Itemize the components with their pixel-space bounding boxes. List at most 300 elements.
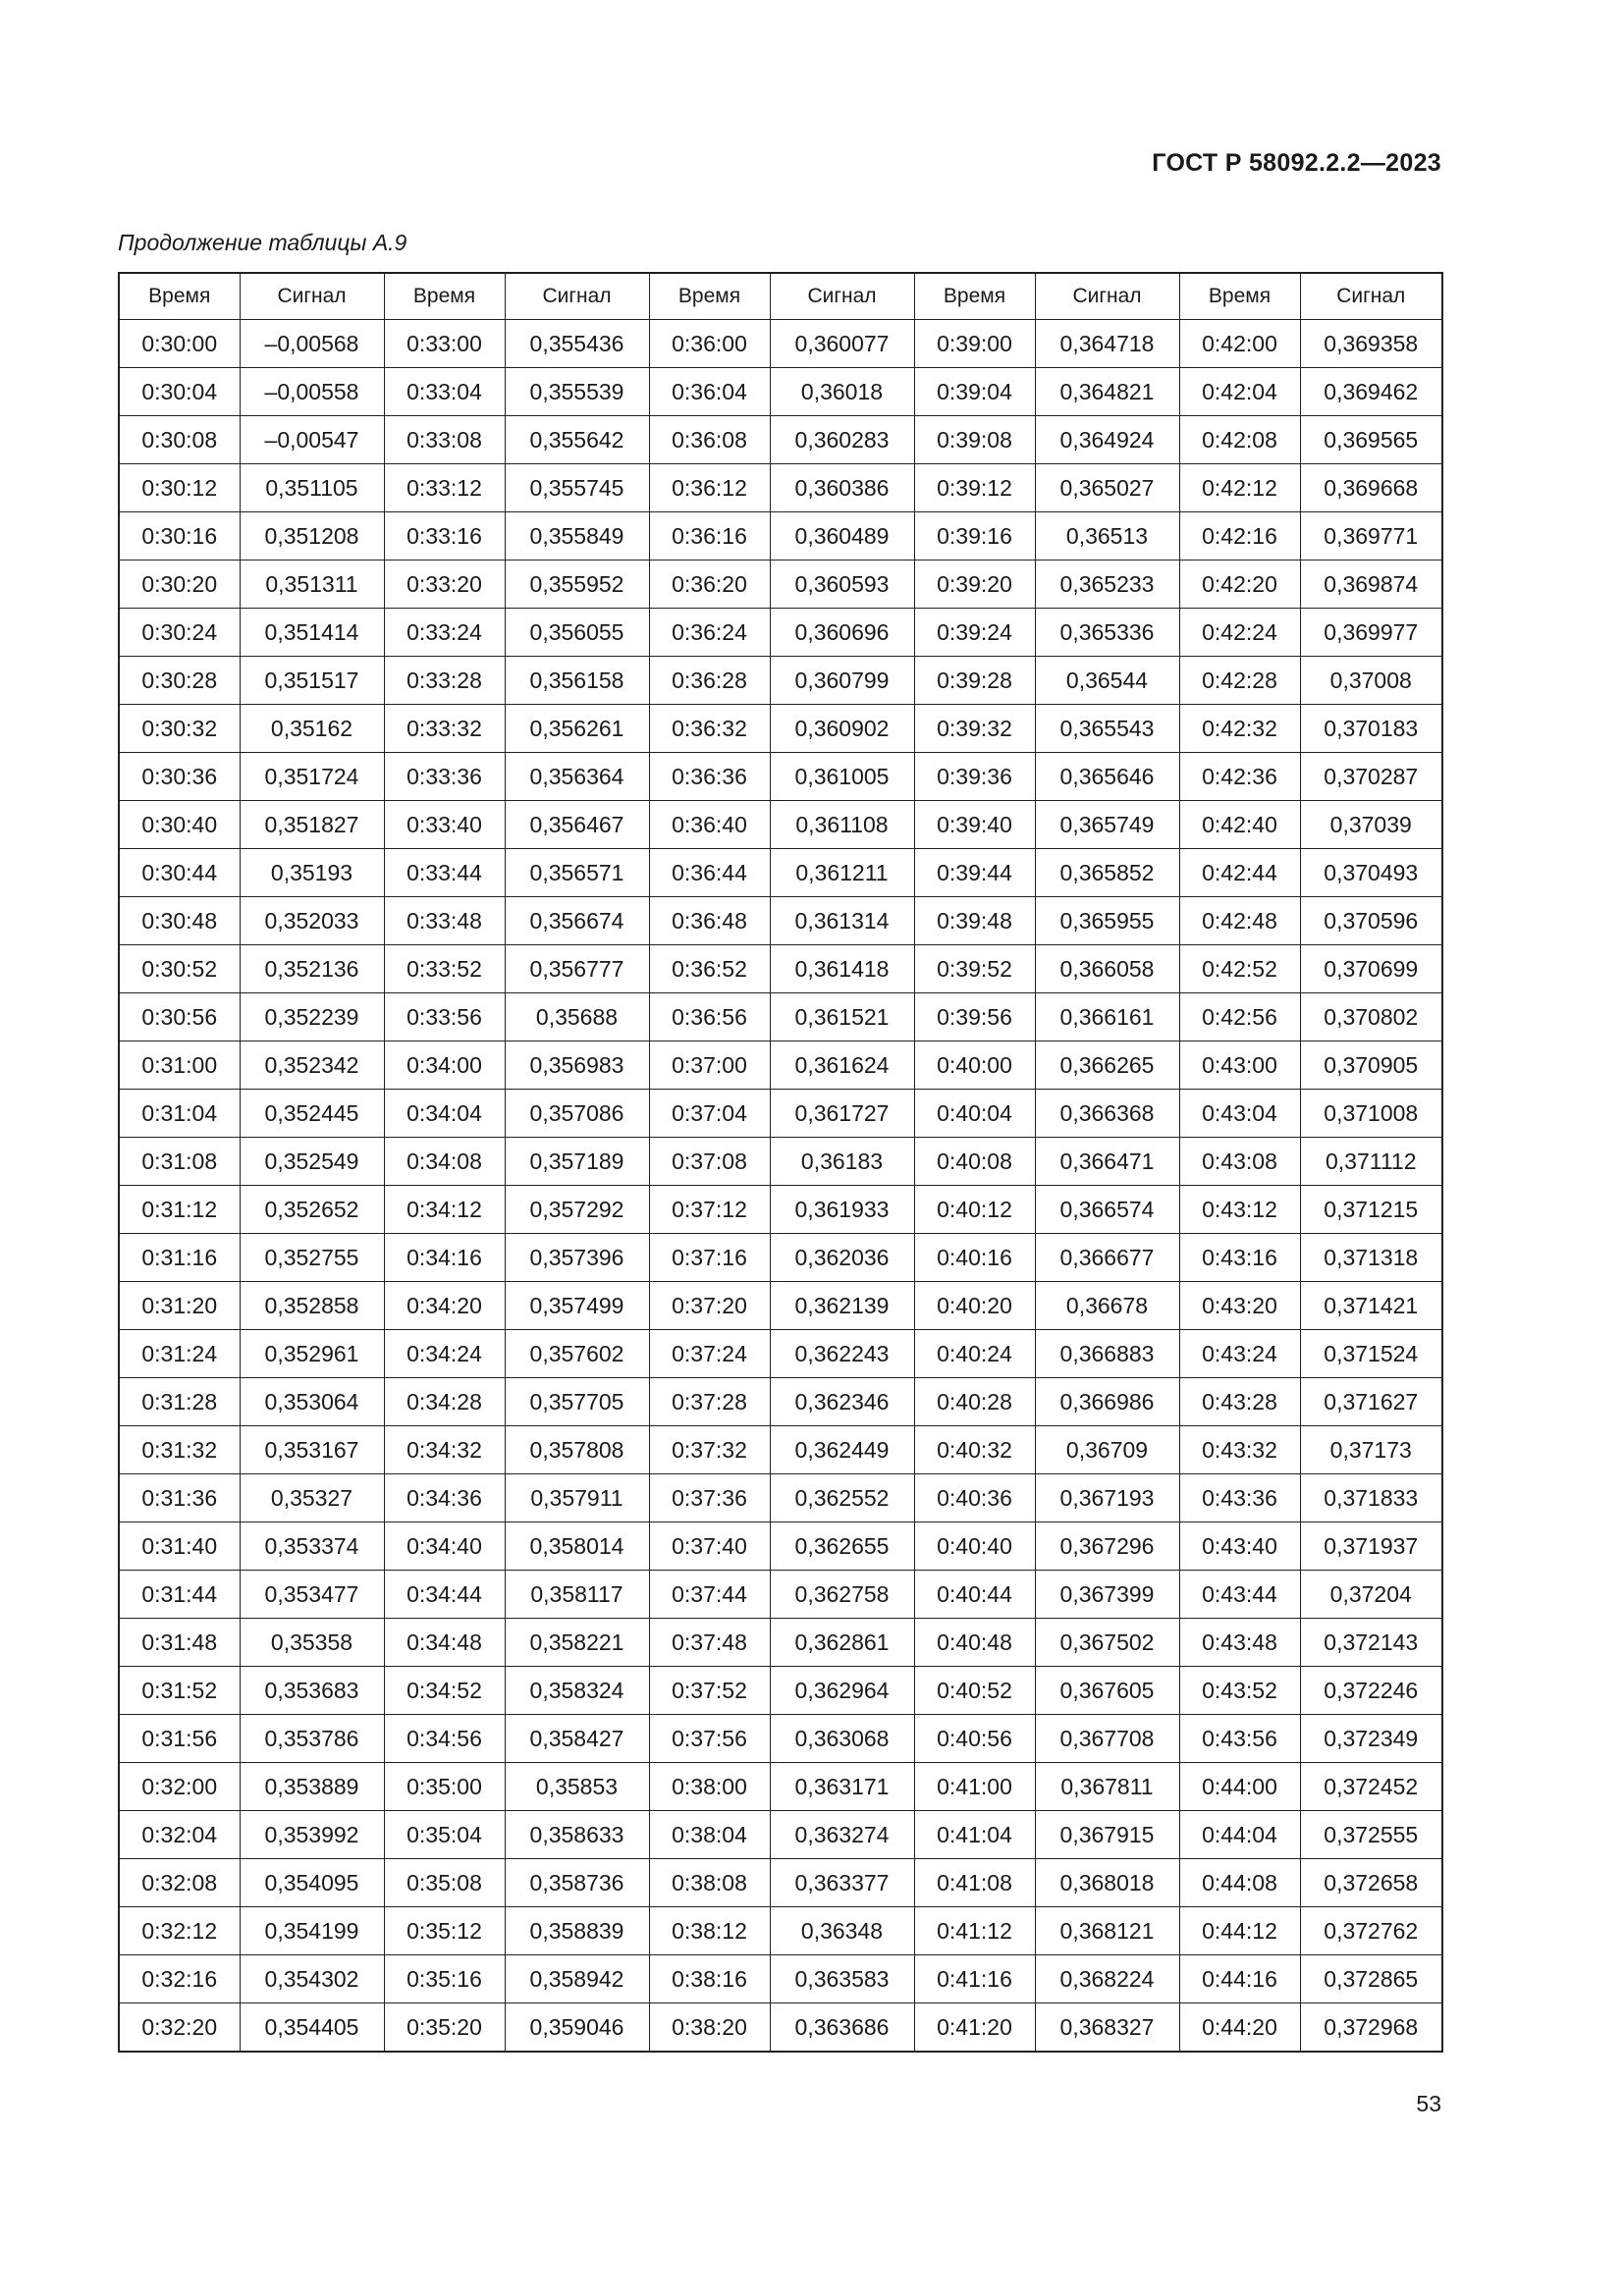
- time-cell: 0:32:16: [119, 1955, 240, 2003]
- signal-cell: 0,358736: [505, 1859, 649, 1907]
- signal-cell: 0,361211: [770, 849, 914, 897]
- signal-cell: 0,36709: [1035, 1426, 1179, 1474]
- time-cell: 0:42:36: [1179, 753, 1300, 801]
- signal-cell: 0,356467: [505, 801, 649, 849]
- signal-cell: 0,360799: [770, 657, 914, 705]
- signal-cell: 0,358942: [505, 1955, 649, 2003]
- signal-cell: 0,369358: [1300, 320, 1442, 368]
- signal-cell: 0,360283: [770, 416, 914, 464]
- time-cell: 0:43:20: [1179, 1282, 1300, 1330]
- signal-cell: 0,354095: [240, 1859, 384, 1907]
- signal-cell: 0,372349: [1300, 1715, 1442, 1763]
- time-cell: 0:34:16: [384, 1234, 505, 1282]
- time-cell: 0:33:24: [384, 609, 505, 657]
- signal-cell: 0,354405: [240, 2003, 384, 2053]
- time-cell: 0:39:52: [914, 945, 1035, 993]
- time-cell: 0:37:36: [649, 1474, 770, 1522]
- signal-cell: 0,367296: [1035, 1522, 1179, 1571]
- time-cell: 0:40:48: [914, 1619, 1035, 1667]
- time-cell: 0:30:56: [119, 993, 240, 1041]
- time-cell: 0:33:16: [384, 512, 505, 561]
- time-cell: 0:30:52: [119, 945, 240, 993]
- time-cell: 0:33:28: [384, 657, 505, 705]
- signal-cell: –0,00547: [240, 416, 384, 464]
- signal-cell: 0,367605: [1035, 1667, 1179, 1715]
- time-cell: 0:40:28: [914, 1378, 1035, 1426]
- time-cell: 0:37:44: [649, 1571, 770, 1619]
- signal-cell: 0,356055: [505, 609, 649, 657]
- time-cell: 0:37:32: [649, 1426, 770, 1474]
- signal-cell: 0,357602: [505, 1330, 649, 1378]
- signal-cell: 0,360902: [770, 705, 914, 753]
- signal-cell: 0,357292: [505, 1186, 649, 1234]
- signal-cell: 0,35327: [240, 1474, 384, 1522]
- signal-cell: 0,352033: [240, 897, 384, 945]
- table-row: [119, 1859, 1442, 1907]
- signal-cell: 0,355952: [505, 561, 649, 609]
- time-cell: 0:43:32: [1179, 1426, 1300, 1474]
- signal-cell: 0,371524: [1300, 1330, 1442, 1378]
- signal-cell: 0,36183: [770, 1138, 914, 1186]
- time-cell: 0:36:08: [649, 416, 770, 464]
- signal-cell: 0,368121: [1035, 1907, 1179, 1955]
- time-cell: 0:44:00: [1179, 1763, 1300, 1811]
- signal-cell: 0,366265: [1035, 1041, 1179, 1090]
- signal-cell: 0,372143: [1300, 1619, 1442, 1667]
- time-cell: 0:36:44: [649, 849, 770, 897]
- signal-cell: 0,352755: [240, 1234, 384, 1282]
- table-row: [119, 849, 1442, 897]
- time-cell: 0:40:16: [914, 1234, 1035, 1282]
- time-cell: 0:39:12: [914, 464, 1035, 512]
- time-cell: 0:33:52: [384, 945, 505, 993]
- signal-cell: 0,355745: [505, 464, 649, 512]
- table-row: [119, 753, 1442, 801]
- time-cell: 0:39:16: [914, 512, 1035, 561]
- signal-cell: 0,359046: [505, 2003, 649, 2053]
- time-cell: 0:38:16: [649, 1955, 770, 2003]
- time-cell: 0:38:00: [649, 1763, 770, 1811]
- time-cell: 0:37:24: [649, 1330, 770, 1378]
- signal-cell: 0,351105: [240, 464, 384, 512]
- signal-cell: 0,355642: [505, 416, 649, 464]
- signal-cell: 0,356777: [505, 945, 649, 993]
- time-cell: 0:36:20: [649, 561, 770, 609]
- signal-cell: 0,371937: [1300, 1522, 1442, 1571]
- signal-cell: 0,353786: [240, 1715, 384, 1763]
- time-cell: 0:34:48: [384, 1619, 505, 1667]
- time-cell: 0:43:00: [1179, 1041, 1300, 1090]
- time-cell: 0:34:56: [384, 1715, 505, 1763]
- signal-cell: 0,357808: [505, 1426, 649, 1474]
- time-cell: 0:31:28: [119, 1378, 240, 1426]
- signal-cell: 0,370493: [1300, 849, 1442, 897]
- signal-cell: 0,358633: [505, 1811, 649, 1859]
- time-cell: 0:41:20: [914, 2003, 1035, 2053]
- signal-cell: 0,351414: [240, 609, 384, 657]
- table-row: [119, 1522, 1442, 1571]
- time-cell: 0:33:04: [384, 368, 505, 416]
- time-cell: 0:42:28: [1179, 657, 1300, 705]
- signal-cell: 0,371215: [1300, 1186, 1442, 1234]
- time-cell: 0:31:04: [119, 1090, 240, 1138]
- signal-cell: 0,367193: [1035, 1474, 1179, 1522]
- time-cell: 0:39:28: [914, 657, 1035, 705]
- column-header: Время: [1179, 273, 1300, 320]
- signal-cell: 0,363068: [770, 1715, 914, 1763]
- time-cell: 0:42:24: [1179, 609, 1300, 657]
- signal-cell: 0,37008: [1300, 657, 1442, 705]
- time-cell: 0:39:04: [914, 368, 1035, 416]
- time-cell: 0:30:28: [119, 657, 240, 705]
- signal-cell: 0,367708: [1035, 1715, 1179, 1763]
- signal-cell: 0,371421: [1300, 1282, 1442, 1330]
- signal-cell: 0,365233: [1035, 561, 1179, 609]
- time-cell: 0:30:44: [119, 849, 240, 897]
- signal-cell: 0,353477: [240, 1571, 384, 1619]
- time-cell: 0:39:32: [914, 705, 1035, 753]
- time-cell: 0:38:04: [649, 1811, 770, 1859]
- time-cell: 0:35:04: [384, 1811, 505, 1859]
- signal-cell: 0,366161: [1035, 993, 1179, 1041]
- signal-cell: 0,371833: [1300, 1474, 1442, 1522]
- time-cell: 0:36:48: [649, 897, 770, 945]
- signal-cell: 0,370287: [1300, 753, 1442, 801]
- signal-cell: 0,362552: [770, 1474, 914, 1522]
- time-cell: 0:31:16: [119, 1234, 240, 1282]
- time-cell: 0:42:32: [1179, 705, 1300, 753]
- signal-cell: 0,35688: [505, 993, 649, 1041]
- signal-cell: 0,361418: [770, 945, 914, 993]
- time-cell: 0:30:12: [119, 464, 240, 512]
- time-cell: 0:34:00: [384, 1041, 505, 1090]
- signal-cell: 0,370802: [1300, 993, 1442, 1041]
- signal-cell: 0,357499: [505, 1282, 649, 1330]
- signal-cell: 0,365646: [1035, 753, 1179, 801]
- signal-cell: 0,352136: [240, 945, 384, 993]
- signal-cell: 0,357396: [505, 1234, 649, 1282]
- signal-cell: 0,37204: [1300, 1571, 1442, 1619]
- signal-cell: 0,356674: [505, 897, 649, 945]
- time-cell: 0:43:28: [1179, 1378, 1300, 1426]
- signal-cell: 0,367502: [1035, 1619, 1179, 1667]
- time-cell: 0:37:12: [649, 1186, 770, 1234]
- time-cell: 0:34:36: [384, 1474, 505, 1522]
- time-cell: 0:31:52: [119, 1667, 240, 1715]
- signal-cell: 0,365336: [1035, 609, 1179, 657]
- signal-cell: 0,366574: [1035, 1186, 1179, 1234]
- time-cell: 0:37:16: [649, 1234, 770, 1282]
- signal-cell: 0,364924: [1035, 416, 1179, 464]
- signal-cell: 0,363171: [770, 1763, 914, 1811]
- signal-cell: 0,365027: [1035, 464, 1179, 512]
- time-cell: 0:43:24: [1179, 1330, 1300, 1378]
- signal-cell: 0,352239: [240, 993, 384, 1041]
- signal-cell: 0,356571: [505, 849, 649, 897]
- table-row: [119, 1571, 1442, 1619]
- time-cell: 0:43:48: [1179, 1619, 1300, 1667]
- signal-cell: 0,352342: [240, 1041, 384, 1090]
- time-cell: 0:43:12: [1179, 1186, 1300, 1234]
- time-cell: 0:35:20: [384, 2003, 505, 2053]
- column-header: Сигнал: [1300, 273, 1442, 320]
- signal-cell: 0,354302: [240, 1955, 384, 2003]
- column-header: Время: [119, 273, 240, 320]
- signal-cell: 0,36513: [1035, 512, 1179, 561]
- time-cell: 0:36:12: [649, 464, 770, 512]
- signal-cell: 0,36018: [770, 368, 914, 416]
- signal-cell: 0,358117: [505, 1571, 649, 1619]
- time-cell: 0:41:12: [914, 1907, 1035, 1955]
- table-row: [119, 801, 1442, 849]
- time-cell: 0:34:24: [384, 1330, 505, 1378]
- time-cell: 0:42:12: [1179, 464, 1300, 512]
- signal-cell: 0,372658: [1300, 1859, 1442, 1907]
- signal-cell: 0,372452: [1300, 1763, 1442, 1811]
- time-cell: 0:40:44: [914, 1571, 1035, 1619]
- table-row: [119, 368, 1442, 416]
- time-cell: 0:37:48: [649, 1619, 770, 1667]
- table-row: [119, 1330, 1442, 1378]
- time-cell: 0:34:32: [384, 1426, 505, 1474]
- time-cell: 0:35:00: [384, 1763, 505, 1811]
- table-row: [119, 657, 1442, 705]
- time-cell: 0:34:12: [384, 1186, 505, 1234]
- signal-cell: 0,371112: [1300, 1138, 1442, 1186]
- signal-cell: 0,352652: [240, 1186, 384, 1234]
- signal-cell: 0,368327: [1035, 2003, 1179, 2053]
- time-cell: 0:40:12: [914, 1186, 1035, 1234]
- time-cell: 0:40:00: [914, 1041, 1035, 1090]
- data-table: [118, 272, 1443, 2053]
- table-row: [119, 1426, 1442, 1474]
- signal-cell: 0,356983: [505, 1041, 649, 1090]
- signal-cell: 0,361314: [770, 897, 914, 945]
- time-cell: 0:32:20: [119, 2003, 240, 2053]
- time-cell: 0:42:56: [1179, 993, 1300, 1041]
- signal-cell: 0,371627: [1300, 1378, 1442, 1426]
- table-row: [119, 561, 1442, 609]
- time-cell: 0:42:00: [1179, 320, 1300, 368]
- time-cell: 0:42:04: [1179, 368, 1300, 416]
- time-cell: 0:42:40: [1179, 801, 1300, 849]
- signal-cell: 0,361727: [770, 1090, 914, 1138]
- time-cell: 0:41:16: [914, 1955, 1035, 2003]
- table-caption: Продолжение таблицы А.9: [118, 230, 407, 255]
- signal-cell: 0,372762: [1300, 1907, 1442, 1955]
- table-row: [119, 1090, 1442, 1138]
- time-cell: 0:42:44: [1179, 849, 1300, 897]
- signal-cell: 0,356261: [505, 705, 649, 753]
- signal-cell: 0,35193: [240, 849, 384, 897]
- column-header: Время: [914, 273, 1035, 320]
- time-cell: 0:39:56: [914, 993, 1035, 1041]
- signal-cell: 0,369977: [1300, 609, 1442, 657]
- time-cell: 0:39:36: [914, 753, 1035, 801]
- signal-cell: 0,362655: [770, 1522, 914, 1571]
- signal-cell: 0,368018: [1035, 1859, 1179, 1907]
- signal-cell: 0,372246: [1300, 1667, 1442, 1715]
- signal-cell: –0,00568: [240, 320, 384, 368]
- time-cell: 0:34:52: [384, 1667, 505, 1715]
- signal-cell: 0,360077: [770, 320, 914, 368]
- table-body: [119, 320, 1442, 2053]
- signal-cell: 0,353374: [240, 1522, 384, 1571]
- signal-cell: 0,365955: [1035, 897, 1179, 945]
- time-cell: 0:42:52: [1179, 945, 1300, 993]
- signal-cell: 0,366883: [1035, 1330, 1179, 1378]
- signal-cell: 0,355849: [505, 512, 649, 561]
- signal-cell: 0,36678: [1035, 1282, 1179, 1330]
- time-cell: 0:39:44: [914, 849, 1035, 897]
- table-row: [119, 512, 1442, 561]
- signal-cell: 0,351827: [240, 801, 384, 849]
- time-cell: 0:35:12: [384, 1907, 505, 1955]
- time-cell: 0:33:40: [384, 801, 505, 849]
- time-cell: 0:38:12: [649, 1907, 770, 1955]
- table-row: [119, 1811, 1442, 1859]
- time-cell: 0:32:12: [119, 1907, 240, 1955]
- signal-cell: 0,353889: [240, 1763, 384, 1811]
- signal-cell: 0,367399: [1035, 1571, 1179, 1619]
- table-row: [119, 320, 1442, 368]
- time-cell: 0:42:08: [1179, 416, 1300, 464]
- signal-cell: 0,363686: [770, 2003, 914, 2053]
- time-cell: 0:37:00: [649, 1041, 770, 1090]
- time-cell: 0:31:40: [119, 1522, 240, 1571]
- signal-cell: 0,358324: [505, 1667, 649, 1715]
- time-cell: 0:35:08: [384, 1859, 505, 1907]
- time-cell: 0:33:00: [384, 320, 505, 368]
- time-cell: 0:33:44: [384, 849, 505, 897]
- time-cell: 0:42:16: [1179, 512, 1300, 561]
- time-cell: 0:31:48: [119, 1619, 240, 1667]
- table-row: [119, 1763, 1442, 1811]
- table-row: [119, 705, 1442, 753]
- signal-cell: 0,360593: [770, 561, 914, 609]
- signal-cell: 0,361005: [770, 753, 914, 801]
- signal-cell: 0,357189: [505, 1138, 649, 1186]
- time-cell: 0:39:40: [914, 801, 1035, 849]
- signal-cell: 0,366471: [1035, 1138, 1179, 1186]
- time-cell: 0:30:16: [119, 512, 240, 561]
- time-cell: 0:33:48: [384, 897, 505, 945]
- time-cell: 0:30:24: [119, 609, 240, 657]
- signal-cell: 0,361933: [770, 1186, 914, 1234]
- signal-cell: 0,362758: [770, 1571, 914, 1619]
- time-cell: 0:37:28: [649, 1378, 770, 1426]
- time-cell: 0:37:52: [649, 1667, 770, 1715]
- time-cell: 0:42:20: [1179, 561, 1300, 609]
- column-header: Время: [649, 273, 770, 320]
- signal-cell: 0,36544: [1035, 657, 1179, 705]
- signal-cell: 0,365852: [1035, 849, 1179, 897]
- time-cell: 0:40:24: [914, 1330, 1035, 1378]
- time-cell: 0:36:56: [649, 993, 770, 1041]
- signal-cell: 0,353992: [240, 1811, 384, 1859]
- signal-cell: 0,35358: [240, 1619, 384, 1667]
- signal-cell: 0,371008: [1300, 1090, 1442, 1138]
- time-cell: 0:31:44: [119, 1571, 240, 1619]
- signal-cell: 0,37039: [1300, 801, 1442, 849]
- table-row: [119, 993, 1442, 1041]
- signal-cell: 0,364718: [1035, 320, 1179, 368]
- table-row: [119, 1234, 1442, 1282]
- time-cell: 0:39:00: [914, 320, 1035, 368]
- signal-cell: 0,362346: [770, 1378, 914, 1426]
- signal-cell: 0,353064: [240, 1378, 384, 1426]
- time-cell: 0:30:40: [119, 801, 240, 849]
- signal-cell: 0,352445: [240, 1090, 384, 1138]
- time-cell: 0:40:32: [914, 1426, 1035, 1474]
- table-row: [119, 1955, 1442, 2003]
- table-row: [119, 1041, 1442, 1090]
- signal-cell: 0,369874: [1300, 561, 1442, 609]
- signal-cell: 0,369668: [1300, 464, 1442, 512]
- time-cell: 0:36:28: [649, 657, 770, 705]
- time-cell: 0:37:20: [649, 1282, 770, 1330]
- signal-cell: 0,360696: [770, 609, 914, 657]
- time-cell: 0:41:04: [914, 1811, 1035, 1859]
- table-row: [119, 1186, 1442, 1234]
- time-cell: 0:34:40: [384, 1522, 505, 1571]
- time-cell: 0:41:00: [914, 1763, 1035, 1811]
- signal-cell: 0,357086: [505, 1090, 649, 1138]
- table-row: [119, 1282, 1442, 1330]
- signal-cell: 0,370905: [1300, 1041, 1442, 1090]
- time-cell: 0:40:20: [914, 1282, 1035, 1330]
- table-row: [119, 1138, 1442, 1186]
- signal-cell: 0,362861: [770, 1619, 914, 1667]
- time-cell: 0:44:16: [1179, 1955, 1300, 2003]
- signal-cell: –0,00558: [240, 368, 384, 416]
- time-cell: 0:40:08: [914, 1138, 1035, 1186]
- signal-cell: 0,365543: [1035, 705, 1179, 753]
- signal-cell: 0,367811: [1035, 1763, 1179, 1811]
- time-cell: 0:30:20: [119, 561, 240, 609]
- signal-cell: 0,356158: [505, 657, 649, 705]
- time-cell: 0:43:56: [1179, 1715, 1300, 1763]
- time-cell: 0:31:56: [119, 1715, 240, 1763]
- signal-cell: 0,361521: [770, 993, 914, 1041]
- signal-cell: 0,357911: [505, 1474, 649, 1522]
- signal-cell: 0,352858: [240, 1282, 384, 1330]
- time-cell: 0:30:08: [119, 416, 240, 464]
- signal-cell: 0,360386: [770, 464, 914, 512]
- time-cell: 0:34:04: [384, 1090, 505, 1138]
- time-cell: 0:37:56: [649, 1715, 770, 1763]
- time-cell: 0:31:32: [119, 1426, 240, 1474]
- signal-cell: 0,357705: [505, 1378, 649, 1426]
- time-cell: 0:43:52: [1179, 1667, 1300, 1715]
- signal-cell: 0,358014: [505, 1522, 649, 1571]
- signal-cell: 0,366986: [1035, 1378, 1179, 1426]
- signal-cell: 0,358427: [505, 1715, 649, 1763]
- signal-cell: 0,363377: [770, 1859, 914, 1907]
- signal-cell: 0,351517: [240, 657, 384, 705]
- signal-cell: 0,372865: [1300, 1955, 1442, 2003]
- signal-cell: 0,363274: [770, 1811, 914, 1859]
- page-number: 53: [1416, 2091, 1441, 2116]
- time-cell: 0:36:52: [649, 945, 770, 993]
- table-row: [119, 1667, 1442, 1715]
- column-header: Сигнал: [505, 273, 649, 320]
- signal-cell: 0,369462: [1300, 368, 1442, 416]
- time-cell: 0:37:08: [649, 1138, 770, 1186]
- time-cell: 0:36:36: [649, 753, 770, 801]
- signal-cell: 0,372968: [1300, 2003, 1442, 2053]
- signal-cell: 0,361108: [770, 801, 914, 849]
